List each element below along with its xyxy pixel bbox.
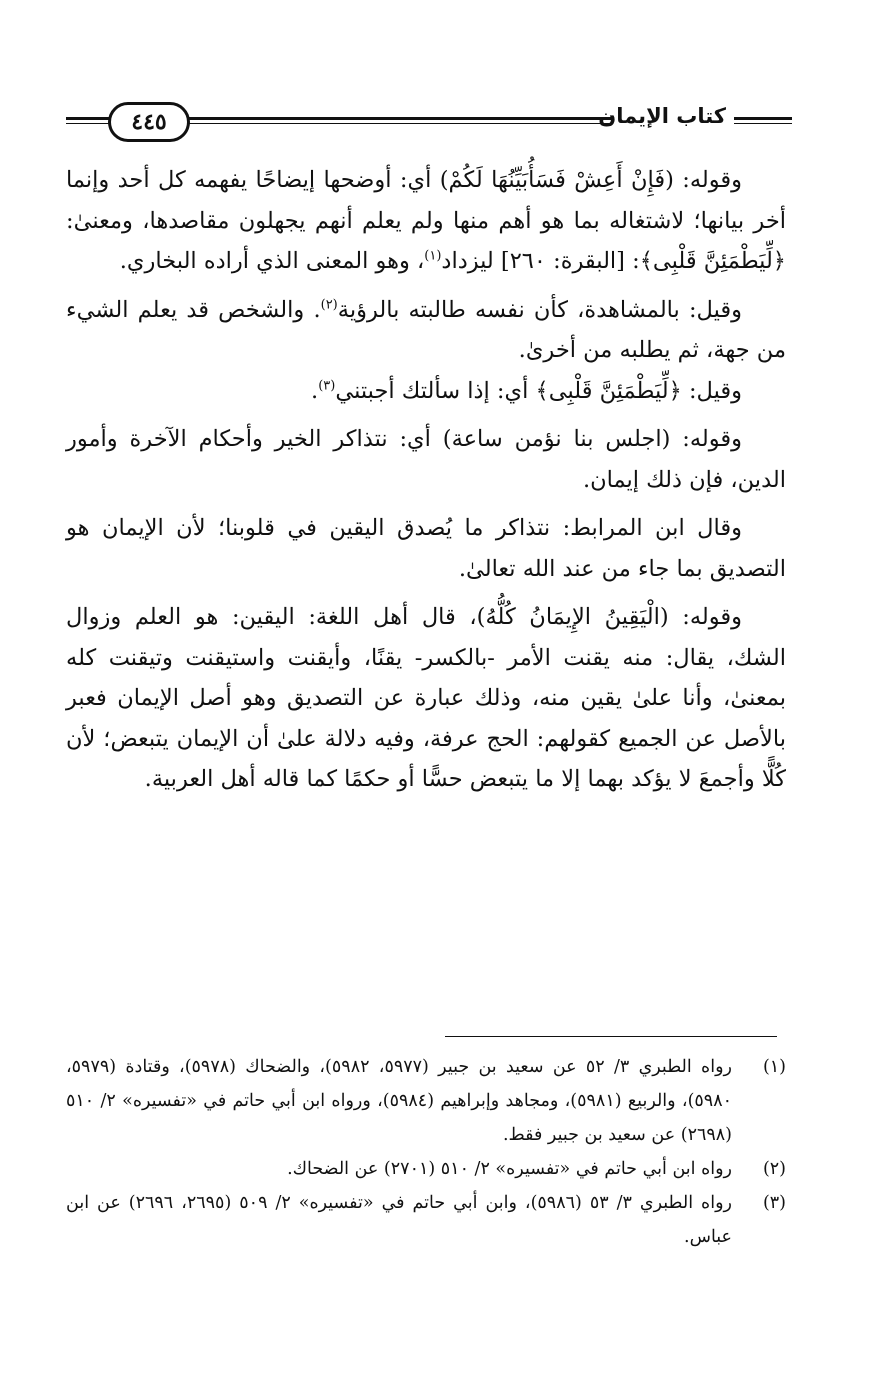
- paragraph: [66, 508, 786, 589]
- main-text: [66, 160, 786, 800]
- footnote-text: رواه ابن أبي حاتم في «تفسيره» ٢/ ٥١٠ (٢٧٠١) عن الضحاك.: [287, 1159, 732, 1179]
- paragraph: [66, 160, 786, 282]
- paragraph-text: وقيل: بالمشاهدة، كأن نفسه طالبته بالرؤية: [337, 296, 742, 323]
- page-number: ٤٤٥: [131, 109, 167, 135]
- footnote-number: (٢): [762, 1159, 786, 1179]
- paragraph-text: وقوله: (فَإِنْ أَعِشْ فَسَأُبَيِّنُهَا لَكُمْ) أي: أوضحها إيضاحًا يفهمه كل أحد وإنما أخر بيانها؛ لاشتغاله بما هو أهم منها ولم يعلم أنهم يجهلون مقاصدها، ومعنىٰ: ﴿لِّيَطْمَئِنَّ قَلْبِى﴾: [البقرة: ٢٦٠] ليزداد: [66, 167, 786, 274]
- header-rule-left: [66, 117, 111, 124]
- footnote: [66, 1152, 786, 1186]
- running-title: كتاب الإيمان: [598, 104, 726, 128]
- paragraph-text: . والشخص قد يعلم الشيء من جهة، ثم يطلبه من أخرىٰ.: [66, 296, 786, 363]
- footnote-separator: [445, 1036, 777, 1037]
- footnote-text: رواه الطبري ٣/ ٥٢ عن سعيد بن جبير (٥٩٧٧، ٥٩٨٢)، والضحاك (٥٩٧٨)، وقتادة (٥٩٧٩، ٥٩٨٠)، والربيع (٥٩٨١)، ومجاهد وإبراهيم (٥٩٨٤)، ورواه ابن أبي حاتم في «تفسيره» ٢/ ٥١٠ (٢٦٩٨) عن سعيد بن جبير فقط.: [66, 1057, 733, 1145]
- paragraph-text: وقال ابن المرابط: نتذاكر ما يُصدق اليقين في قلوبنا؛ لأن الإيمان هو التصديق بما جاء من عند الله تعالىٰ.: [66, 515, 786, 582]
- paragraph-text: ، وهو المعنى الذي أراده البخاري.: [119, 248, 425, 274]
- footnotes: [66, 1050, 786, 1254]
- paragraph-text: .: [311, 377, 319, 404]
- paragraph: [66, 290, 786, 371]
- page-header: [66, 96, 792, 144]
- paragraph: [66, 419, 786, 500]
- paragraph: [66, 597, 786, 800]
- paragraph: [66, 371, 786, 412]
- footnote-ref[interactable]: (٢): [320, 297, 338, 312]
- footnote-number: (١): [762, 1057, 786, 1077]
- header-rule-right: [734, 117, 792, 124]
- footnote-ref[interactable]: (١): [424, 248, 442, 264]
- page-number-badge: [108, 102, 190, 142]
- header-rule-middle: [182, 117, 612, 124]
- footnote: [66, 1186, 786, 1254]
- footnote: [66, 1050, 786, 1152]
- paragraph-text: وقيل: ﴿لِّيَطْمَئِنَّ قَلْبِى﴾ أي: إذا سألتك أجبتني: [335, 377, 742, 404]
- footnote-text: رواه الطبري ٣/ ٥٣ (٥٩٨٦)، وابن أبي حاتم في «تفسيره» ٢/ ٥٠٩ (٢٦٩٥، ٢٦٩٦) عن ابن عباس.: [66, 1193, 732, 1247]
- footnote-ref[interactable]: (٣): [318, 378, 336, 393]
- footnote-number: (٣): [762, 1193, 786, 1213]
- paragraph-text: وقوله: (اجلس بنا نؤمن ساعة) أي: نتذاكر الخير وأحكام الآخرة وأمور الدين، فإن ذلك إيمان.: [66, 426, 786, 493]
- paragraph-text: وقوله: (الْيَقِينُ الإِيمَانُ كُلُّهُ)، قال أهل اللغة: اليقين: هو العلم وزوال الشك، يقال: منه يقنت الأمر -بالكسر- يقنًا، وأيقنت واستيقنت وتيقنت كله بمعنىٰ، وأنا علىٰ يقين منه، وذلك عبارة عن التصديق وهو أصل الإيمان فعبر بالأصل عن الجميع كقولهم: الحج عرفة، وفيه دلالة علىٰ أن الإيمان يتبعض؛ لأن كُلًّا وأجمعَ لا يؤكد بهما إلا ما يتبعض حسًّا أو حكمًا كما قاله أهل العربية.: [66, 604, 786, 792]
